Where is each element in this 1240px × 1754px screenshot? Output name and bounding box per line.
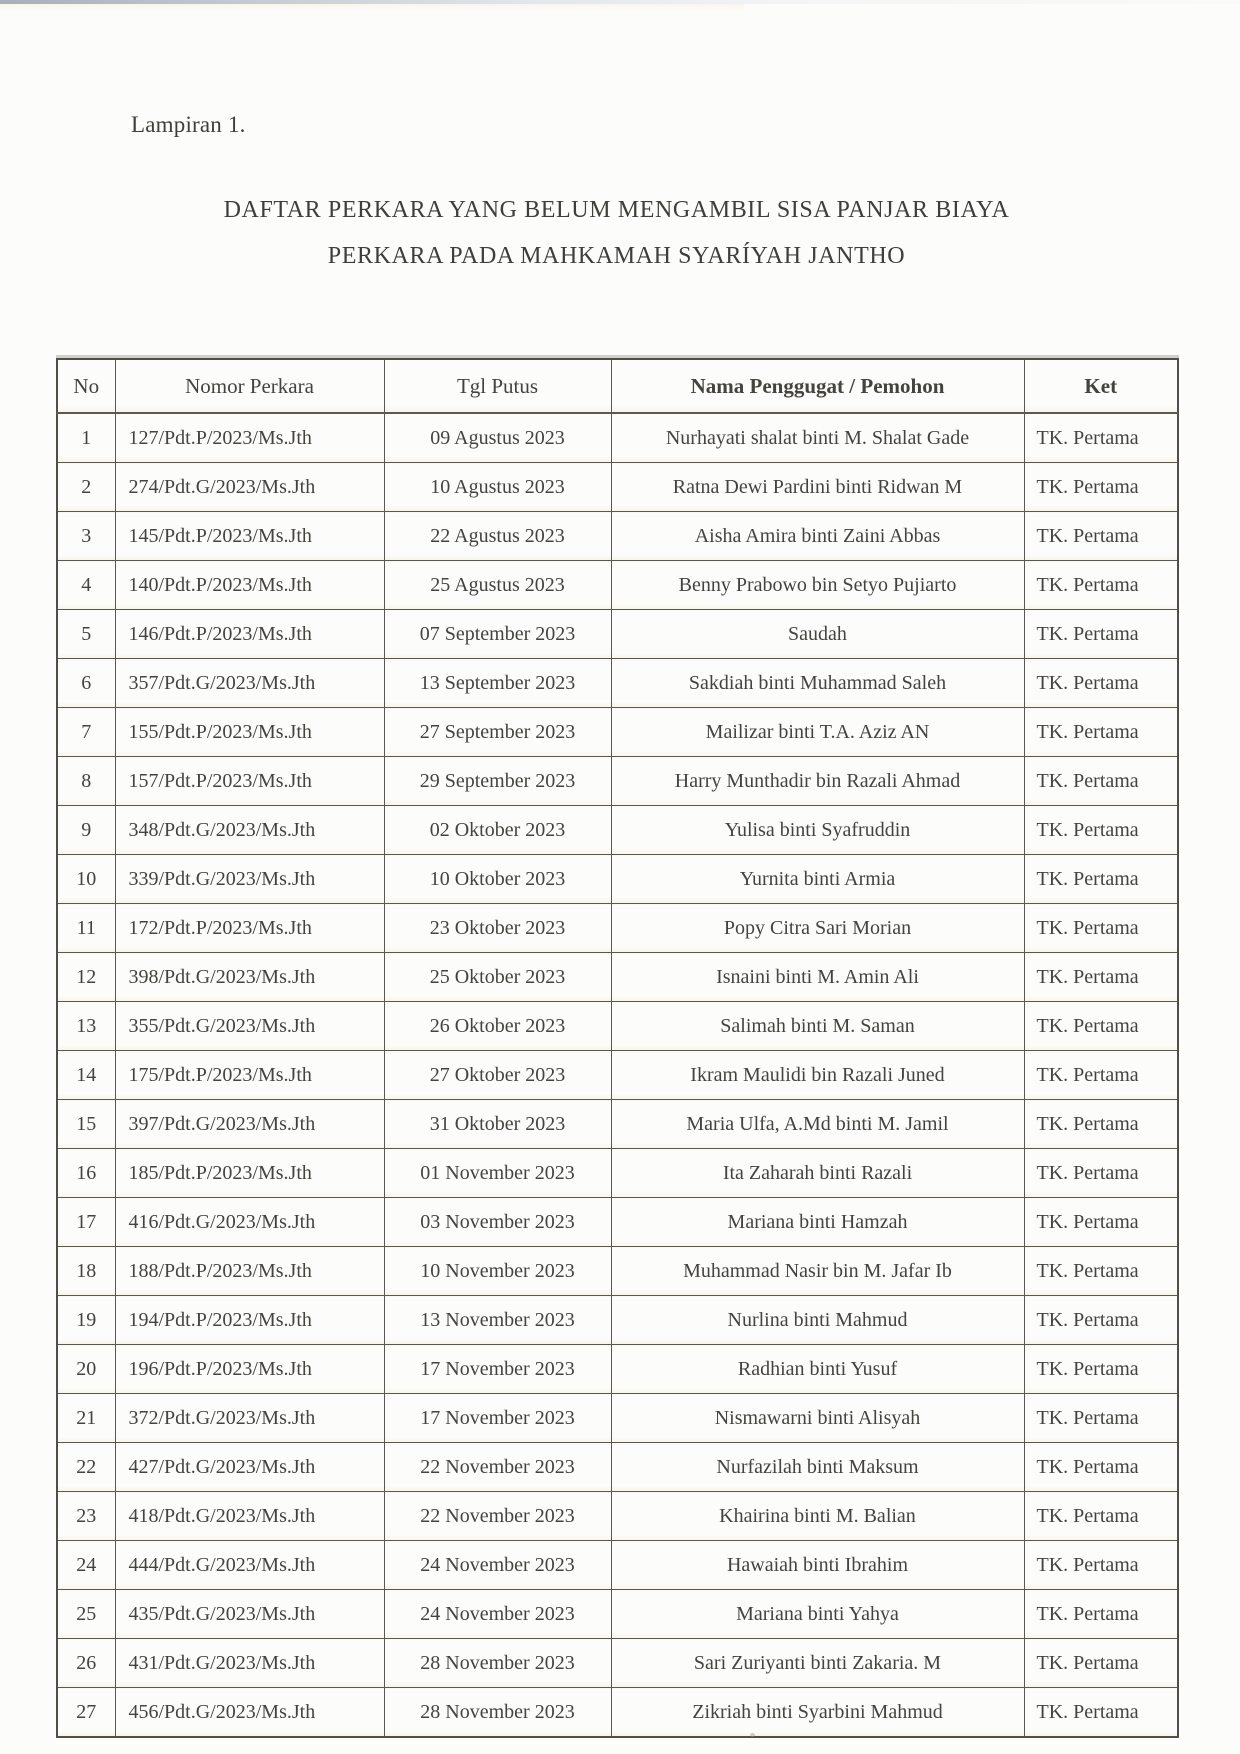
cell-row-number: 3 <box>57 512 115 561</box>
cell-nama-penggugat: Benny Prabowo bin Setyo Pujiarto <box>611 561 1024 610</box>
cell-tgl-putus: 28 November 2023 <box>384 1688 611 1738</box>
case-table-header <box>57 359 1178 413</box>
cell-nama-penggugat: Salimah binti M. Saman <box>611 1002 1024 1051</box>
case-row <box>57 512 1178 561</box>
cell-ket: TK. Pertama <box>1024 1002 1178 1051</box>
cell-ket: TK. Pertama <box>1024 1051 1178 1100</box>
cell-row-number: 10 <box>57 855 115 904</box>
cell-ket: TK. Pertama <box>1024 1149 1178 1198</box>
case-row <box>57 904 1178 953</box>
cell-nomor-perkara: 355/Pdt.G/2023/Ms.Jth <box>115 1002 384 1051</box>
cell-nomor-perkara: 397/Pdt.G/2023/Ms.Jth <box>115 1100 384 1149</box>
case-row <box>57 463 1178 512</box>
cell-nama-penggugat: Maria Ulfa, A.Md binti M. Jamil <box>611 1100 1024 1149</box>
cell-nama-penggugat: Mariana binti Hamzah <box>611 1198 1024 1247</box>
case-row <box>57 1590 1178 1639</box>
case-row <box>57 1688 1178 1738</box>
cell-nomor-perkara: 444/Pdt.G/2023/Ms.Jth <box>115 1541 384 1590</box>
cell-nama-penggugat: Popy Citra Sari Morian <box>611 904 1024 953</box>
cell-tgl-putus: 22 November 2023 <box>384 1492 611 1541</box>
cell-ket: TK. Pertama <box>1024 1296 1178 1345</box>
cell-tgl-putus: 29 September 2023 <box>384 757 611 806</box>
cell-row-number: 8 <box>57 757 115 806</box>
document-title-line1: DAFTAR PERKARA YANG BELUM MENGAMBIL SISA PANJAR BIAYA <box>223 197 1010 223</box>
cell-row-number: 7 <box>57 708 115 757</box>
cell-nama-penggugat: Sari Zuriyanti binti Zakaria. M <box>611 1639 1024 1688</box>
cell-row-number: 19 <box>57 1296 115 1345</box>
case-row <box>57 953 1178 1002</box>
column-header-tgl-putus: Tgl Putus <box>384 359 611 413</box>
cell-tgl-putus: 07 September 2023 <box>384 610 611 659</box>
cell-row-number: 25 <box>57 1590 115 1639</box>
cell-nama-penggugat: Nurlina binti Mahmud <box>611 1296 1024 1345</box>
cell-row-number: 5 <box>57 610 115 659</box>
cell-nomor-perkara: 146/Pdt.P/2023/Ms.Jth <box>115 610 384 659</box>
column-header-nomor-perkara: Nomor Perkara <box>115 359 384 413</box>
cell-nomor-perkara: 188/Pdt.P/2023/Ms.Jth <box>115 1247 384 1296</box>
cell-nomor-perkara: 357/Pdt.G/2023/Ms.Jth <box>115 659 384 708</box>
cell-nomor-perkara: 145/Pdt.P/2023/Ms.Jth <box>115 512 384 561</box>
cell-nama-penggugat: Ratna Dewi Pardini binti Ridwan M <box>611 463 1024 512</box>
case-row <box>57 610 1178 659</box>
cell-nama-penggugat: Hawaiah binti Ibrahim <box>611 1541 1024 1590</box>
cell-ket: TK. Pertama <box>1024 1590 1178 1639</box>
cell-row-number: 20 <box>57 1345 115 1394</box>
cell-ket: TK. Pertama <box>1024 413 1178 463</box>
case-row <box>57 1247 1178 1296</box>
cell-row-number: 1 <box>57 413 115 463</box>
case-table <box>56 358 1179 1738</box>
case-table-body <box>57 413 1178 1737</box>
cell-nama-penggugat: Yulisa binti Syafruddin <box>611 806 1024 855</box>
cell-nama-penggugat: Nismawarni binti Alisyah <box>611 1394 1024 1443</box>
cell-nomor-perkara: 274/Pdt.G/2023/Ms.Jth <box>115 463 384 512</box>
cell-ket: TK. Pertama <box>1024 1247 1178 1296</box>
cell-ket: TK. Pertama <box>1024 1100 1178 1149</box>
cell-nama-penggugat: Mailizar binti T.A. Aziz AN <box>611 708 1024 757</box>
cell-ket: TK. Pertama <box>1024 708 1178 757</box>
cell-tgl-putus: 23 Oktober 2023 <box>384 904 611 953</box>
cell-tgl-putus: 28 November 2023 <box>384 1639 611 1688</box>
case-row <box>57 1443 1178 1492</box>
cell-tgl-putus: 26 Oktober 2023 <box>384 1002 611 1051</box>
cell-ket: TK. Pertama <box>1024 1394 1178 1443</box>
cell-nama-penggugat: Sakdiah binti Muhammad Saleh <box>611 659 1024 708</box>
case-row <box>57 1149 1178 1198</box>
cell-ket: TK. Pertama <box>1024 659 1178 708</box>
cell-nomor-perkara: 435/Pdt.G/2023/Ms.Jth <box>115 1590 384 1639</box>
cell-row-number: 17 <box>57 1198 115 1247</box>
cell-row-number: 22 <box>57 1443 115 1492</box>
cell-ket: TK. Pertama <box>1024 953 1178 1002</box>
cell-nama-penggugat: Ita Zaharah binti Razali <box>611 1149 1024 1198</box>
cell-nama-penggugat: Ikram Maulidi bin Razali Juned <box>611 1051 1024 1100</box>
cell-tgl-putus: 22 November 2023 <box>384 1443 611 1492</box>
cell-row-number: 6 <box>57 659 115 708</box>
cell-nama-penggugat: Harry Munthadir bin Razali Ahmad <box>611 757 1024 806</box>
case-row <box>57 1296 1178 1345</box>
cell-row-number: 14 <box>57 1051 115 1100</box>
document-title <box>56 198 1177 268</box>
cell-nomor-perkara: 140/Pdt.P/2023/Ms.Jth <box>115 561 384 610</box>
cell-nama-penggugat: Mariana binti Yahya <box>611 1590 1024 1639</box>
cell-tgl-putus: 22 Agustus 2023 <box>384 512 611 561</box>
column-header-ket: Ket <box>1024 359 1178 413</box>
case-row <box>57 1541 1178 1590</box>
cell-nama-penggugat: Zikriah binti Syarbini Mahmud <box>611 1688 1024 1738</box>
header-row <box>57 359 1178 413</box>
cell-tgl-putus: 02 Oktober 2023 <box>384 806 611 855</box>
cell-nama-penggugat: Nurhayati shalat binti M. Shalat Gade <box>611 413 1024 463</box>
cell-row-number: 15 <box>57 1100 115 1149</box>
cell-nama-penggugat: Aisha Amira binti Zaini Abbas <box>611 512 1024 561</box>
cell-nomor-perkara: 431/Pdt.G/2023/Ms.Jth <box>115 1639 384 1688</box>
cell-tgl-putus: 03 November 2023 <box>384 1198 611 1247</box>
case-row <box>57 413 1178 463</box>
case-row <box>57 1100 1178 1149</box>
cell-nomor-perkara: 348/Pdt.G/2023/Ms.Jth <box>115 806 384 855</box>
cell-nama-penggugat: Muhammad Nasir bin M. Jafar Ib <box>611 1247 1024 1296</box>
cell-row-number: 12 <box>57 953 115 1002</box>
cell-nomor-perkara: 372/Pdt.G/2023/Ms.Jth <box>115 1394 384 1443</box>
cell-nomor-perkara: 127/Pdt.P/2023/Ms.Jth <box>115 413 384 463</box>
column-header-no: No <box>57 359 115 413</box>
cell-nama-penggugat: Isnaini binti M. Amin Ali <box>611 953 1024 1002</box>
case-row <box>57 1345 1178 1394</box>
scan-speck <box>750 1733 755 1737</box>
cell-row-number: 27 <box>57 1688 115 1738</box>
cell-tgl-putus: 25 Oktober 2023 <box>384 953 611 1002</box>
cell-nomor-perkara: 456/Pdt.G/2023/Ms.Jth <box>115 1688 384 1738</box>
case-row <box>57 1002 1178 1051</box>
cell-ket: TK. Pertama <box>1024 1443 1178 1492</box>
cell-nama-penggugat: Khairina binti M. Balian <box>611 1492 1024 1541</box>
cell-nomor-perkara: 175/Pdt.P/2023/Ms.Jth <box>115 1051 384 1100</box>
cell-ket: TK. Pertama <box>1024 610 1178 659</box>
document-title-line2: PERKARA PADA MAHKAMAH SYARÍYAH JANTHO <box>327 243 906 269</box>
cell-ket: TK. Pertama <box>1024 1541 1178 1590</box>
cell-ket: TK. Pertama <box>1024 1639 1178 1688</box>
cell-row-number: 9 <box>57 806 115 855</box>
cell-tgl-putus: 17 November 2023 <box>384 1345 611 1394</box>
cell-tgl-putus: 01 November 2023 <box>384 1149 611 1198</box>
cell-row-number: 16 <box>57 1149 115 1198</box>
cell-tgl-putus: 13 September 2023 <box>384 659 611 708</box>
cell-nomor-perkara: 172/Pdt.P/2023/Ms.Jth <box>115 904 384 953</box>
cell-row-number: 13 <box>57 1002 115 1051</box>
cell-tgl-putus: 24 November 2023 <box>384 1590 611 1639</box>
cell-tgl-putus: 09 Agustus 2023 <box>384 413 611 463</box>
cell-ket: TK. Pertama <box>1024 1688 1178 1738</box>
case-row <box>57 806 1178 855</box>
cell-row-number: 24 <box>57 1541 115 1590</box>
case-row <box>57 659 1178 708</box>
case-row <box>57 1394 1178 1443</box>
case-row <box>57 855 1178 904</box>
cell-row-number: 4 <box>57 561 115 610</box>
cell-row-number: 18 <box>57 1247 115 1296</box>
cell-tgl-putus: 13 November 2023 <box>384 1296 611 1345</box>
cell-ket: TK. Pertama <box>1024 1198 1178 1247</box>
cell-nomor-perkara: 155/Pdt.P/2023/Ms.Jth <box>115 708 384 757</box>
cell-nomor-perkara: 185/Pdt.P/2023/Ms.Jth <box>115 1149 384 1198</box>
cell-nomor-perkara: 418/Pdt.G/2023/Ms.Jth <box>115 1492 384 1541</box>
case-row <box>57 757 1178 806</box>
cell-ket: TK. Pertama <box>1024 512 1178 561</box>
cell-nama-penggugat: Saudah <box>611 610 1024 659</box>
cell-tgl-putus: 27 September 2023 <box>384 708 611 757</box>
cell-nama-penggugat: Yurnita binti Armia <box>611 855 1024 904</box>
case-row <box>57 1492 1178 1541</box>
cell-ket: TK. Pertama <box>1024 757 1178 806</box>
case-row <box>57 708 1178 757</box>
cell-tgl-putus: 10 Agustus 2023 <box>384 463 611 512</box>
cell-nomor-perkara: 427/Pdt.G/2023/Ms.Jth <box>115 1443 384 1492</box>
column-header-nama-penggugat: Nama Penggugat / Pemohon <box>611 359 1024 413</box>
cell-nomor-perkara: 416/Pdt.G/2023/Ms.Jth <box>115 1198 384 1247</box>
cell-ket: TK. Pertama <box>1024 463 1178 512</box>
attachment-label: Lampiran 1. <box>131 112 246 137</box>
cell-row-number: 21 <box>57 1394 115 1443</box>
cell-ket: TK. Pertama <box>1024 561 1178 610</box>
case-row <box>57 1198 1178 1247</box>
case-row <box>57 1051 1178 1100</box>
cell-row-number: 2 <box>57 463 115 512</box>
cell-tgl-putus: 10 Oktober 2023 <box>384 855 611 904</box>
cell-row-number: 23 <box>57 1492 115 1541</box>
cell-row-number: 11 <box>57 904 115 953</box>
cell-nama-penggugat: Radhian binti Yusuf <box>611 1345 1024 1394</box>
cell-nomor-perkara: 398/Pdt.G/2023/Ms.Jth <box>115 953 384 1002</box>
cell-ket: TK. Pertama <box>1024 904 1178 953</box>
cell-tgl-putus: 17 November 2023 <box>384 1394 611 1443</box>
case-row <box>57 561 1178 610</box>
cell-nomor-perkara: 157/Pdt.P/2023/Ms.Jth <box>115 757 384 806</box>
case-row <box>57 1639 1178 1688</box>
cell-tgl-putus: 31 Oktober 2023 <box>384 1100 611 1149</box>
cell-nomor-perkara: 194/Pdt.P/2023/Ms.Jth <box>115 1296 384 1345</box>
cell-tgl-putus: 24 November 2023 <box>384 1541 611 1590</box>
cell-ket: TK. Pertama <box>1024 806 1178 855</box>
cell-tgl-putus: 25 Agustus 2023 <box>384 561 611 610</box>
scan-artifact-haze <box>0 4 744 13</box>
cell-nomor-perkara: 339/Pdt.G/2023/Ms.Jth <box>115 855 384 904</box>
cell-nama-penggugat: Nurfazilah binti Maksum <box>611 1443 1024 1492</box>
cell-ket: TK. Pertama <box>1024 855 1178 904</box>
cell-row-number: 26 <box>57 1639 115 1688</box>
cell-ket: TK. Pertama <box>1024 1492 1178 1541</box>
cell-ket: TK. Pertama <box>1024 1345 1178 1394</box>
cell-tgl-putus: 27 Oktober 2023 <box>384 1051 611 1100</box>
cell-nomor-perkara: 196/Pdt.P/2023/Ms.Jth <box>115 1345 384 1394</box>
cell-tgl-putus: 10 November 2023 <box>384 1247 611 1296</box>
